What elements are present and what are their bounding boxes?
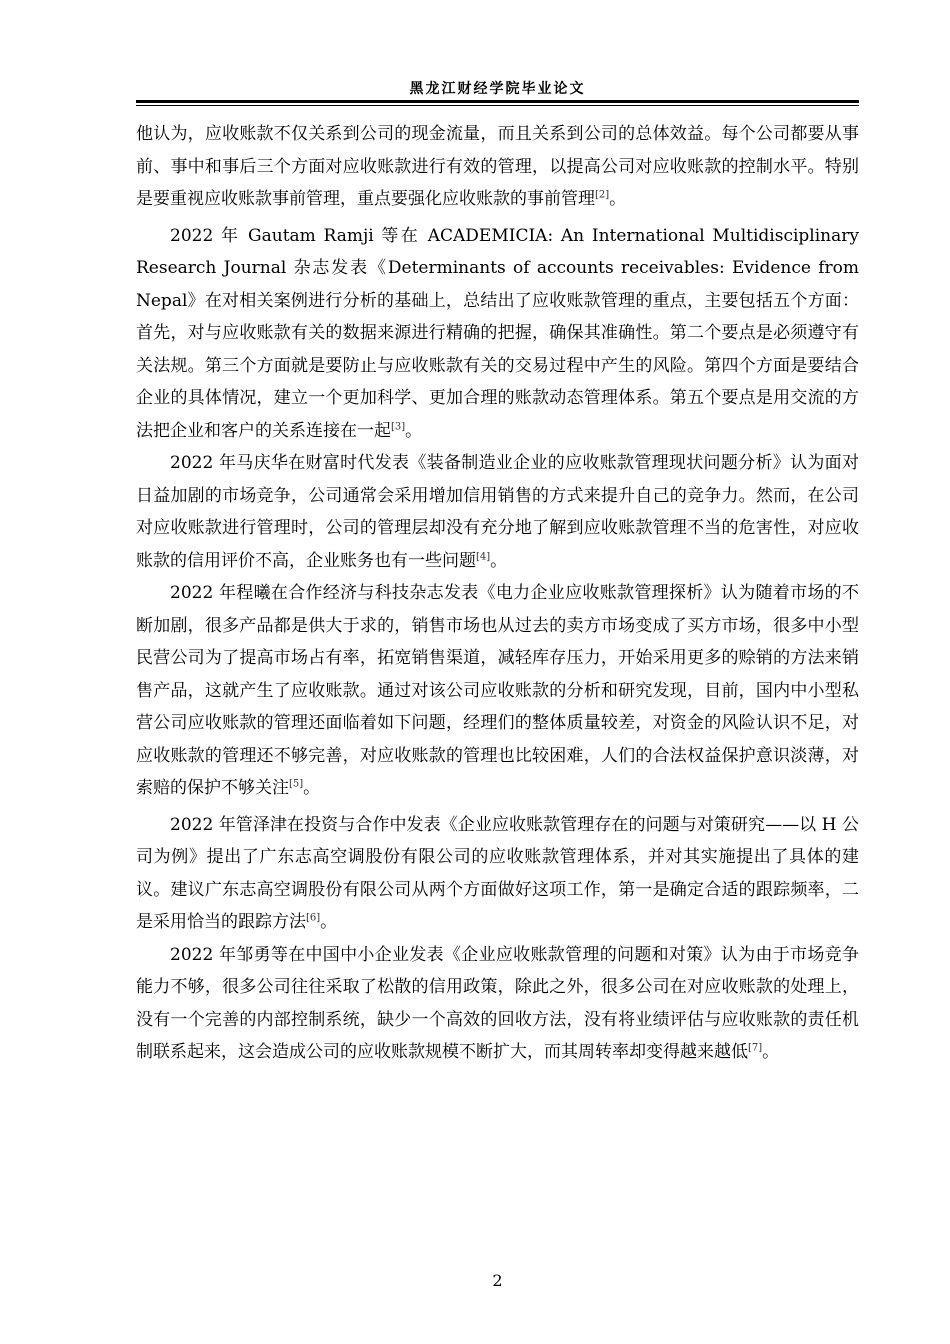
paragraph: 2022 年邹勇等在中国中小企业发表《企业应收账款管理的问题和对策》认为由于市场竞争能力不够，很多公司往往采取了松散的信用政策，除此之外，很多公司在对应收账款的处理上，没有一个完善的内部控制系统，缺少一个高效的回收方法，没有将业绩评估与应收账款的责任机制联系起来，这会造成公司的应收账款规模不断扩大，而其周转率却变得越来越低[7]。: [136, 944, 859, 1062]
paragraph: 他认为，应收账款不仅关系到公司的现金流量，而且关系到公司的总体效益。每个公司都要从事前、事中和事后三个方面对应收账款进行有效的管理，以提高公司对应收账款的控制水平。特别是要重视应收账款事前管理，重点要强化应收账款的事前管理[2]。: [136, 124, 859, 209]
paragraph: 2022 年管泽津在投资与合作中发表《企业应收账款管理存在的问题与对策研究——以 H 公司为例》提出了广东志高空调股份有限公司的应收账款管理体系，并对其实施提出了具体的建议。建议广东志高空调股份有限公司从两个方面做好这项工作，第一是确定合适的跟踪频率，二是采用恰当的跟踪方法[6]。: [136, 814, 859, 932]
header-rule-thick: [136, 100, 859, 103]
citation-ref: [6]: [306, 912, 321, 924]
citation-ref: [4]: [476, 550, 491, 562]
citation-ref: [7]: [748, 1042, 763, 1054]
citation-ref: [3]: [391, 420, 406, 432]
citation-ref: [2]: [595, 189, 610, 201]
header-rule-thin: [136, 105, 859, 106]
citation-ref: [5]: [289, 778, 304, 790]
paragraph: 2022 年程曦在合作经济与科技杂志发表《电力企业应收账款管理探析》认为随着市场的不断加剧，很多产品都是供大于求的，销售市场也从过去的卖方市场变成了买方市场，很多中小型民营公司为了提高市场占有率，拓宽销售渠道，减轻库存压力，开始采用更多的赊销的方法来销售产品，这就产生了应收账款。通过对该公司应收账款的分析和研究发现，目前，国内中小型私营公司应收账款的管理还面临着如下问题，经理们的整体质量较差，对资金的风险认识不足，对应收账款的管理还不够完善，对应收账款的管理也比较困难，人们的合法权益保护意识淡薄，对索赔的保护不够关注[5]。: [136, 583, 859, 798]
page-header-title: 黑龙江财经学院毕业论文: [409, 81, 586, 97]
page-number: 2: [492, 1271, 503, 1290]
paragraph: 2022 年马庆华在财富时代发表《装备制造业企业的应收账款管理现状问题分析》认为面对日益加剧的市场竞争，公司通常会采用增加信用销售的方式来提升自己的竞争力。然而，在公司对应收账款进行管理时，公司的管理层却没有充分地了解到应收账款管理不当的危害性，对应收账款的信用评价不高，企业账务也有一些问题[4]。: [136, 453, 859, 571]
paragraph: 2022 年 Gautam Ramji 等在 ACADEMICIA: An International Multidisciplinary Research Journal 杂志发表《Determinants of accounts receivables: Evidence from Nepal》在对相关案例进行分析的基础上，总结出了应收账款管理的重点，主要包括五个方面：首先，对与应收账款有关的数据来源进行精确的把握，确保其准确性。第二个要点是必须遵守有关法规。第三个方面就是要防止与应收账款有关的交易过程中产生的风险。第四个方面是要结合企业的具体情况，建立一个更加科学、更加合理的账款动态管理体系。第五个要点是用交流的方法把企业和客户的关系连接在一起[3]。: [136, 225, 859, 441]
body-text: [136, 118, 859, 1069]
